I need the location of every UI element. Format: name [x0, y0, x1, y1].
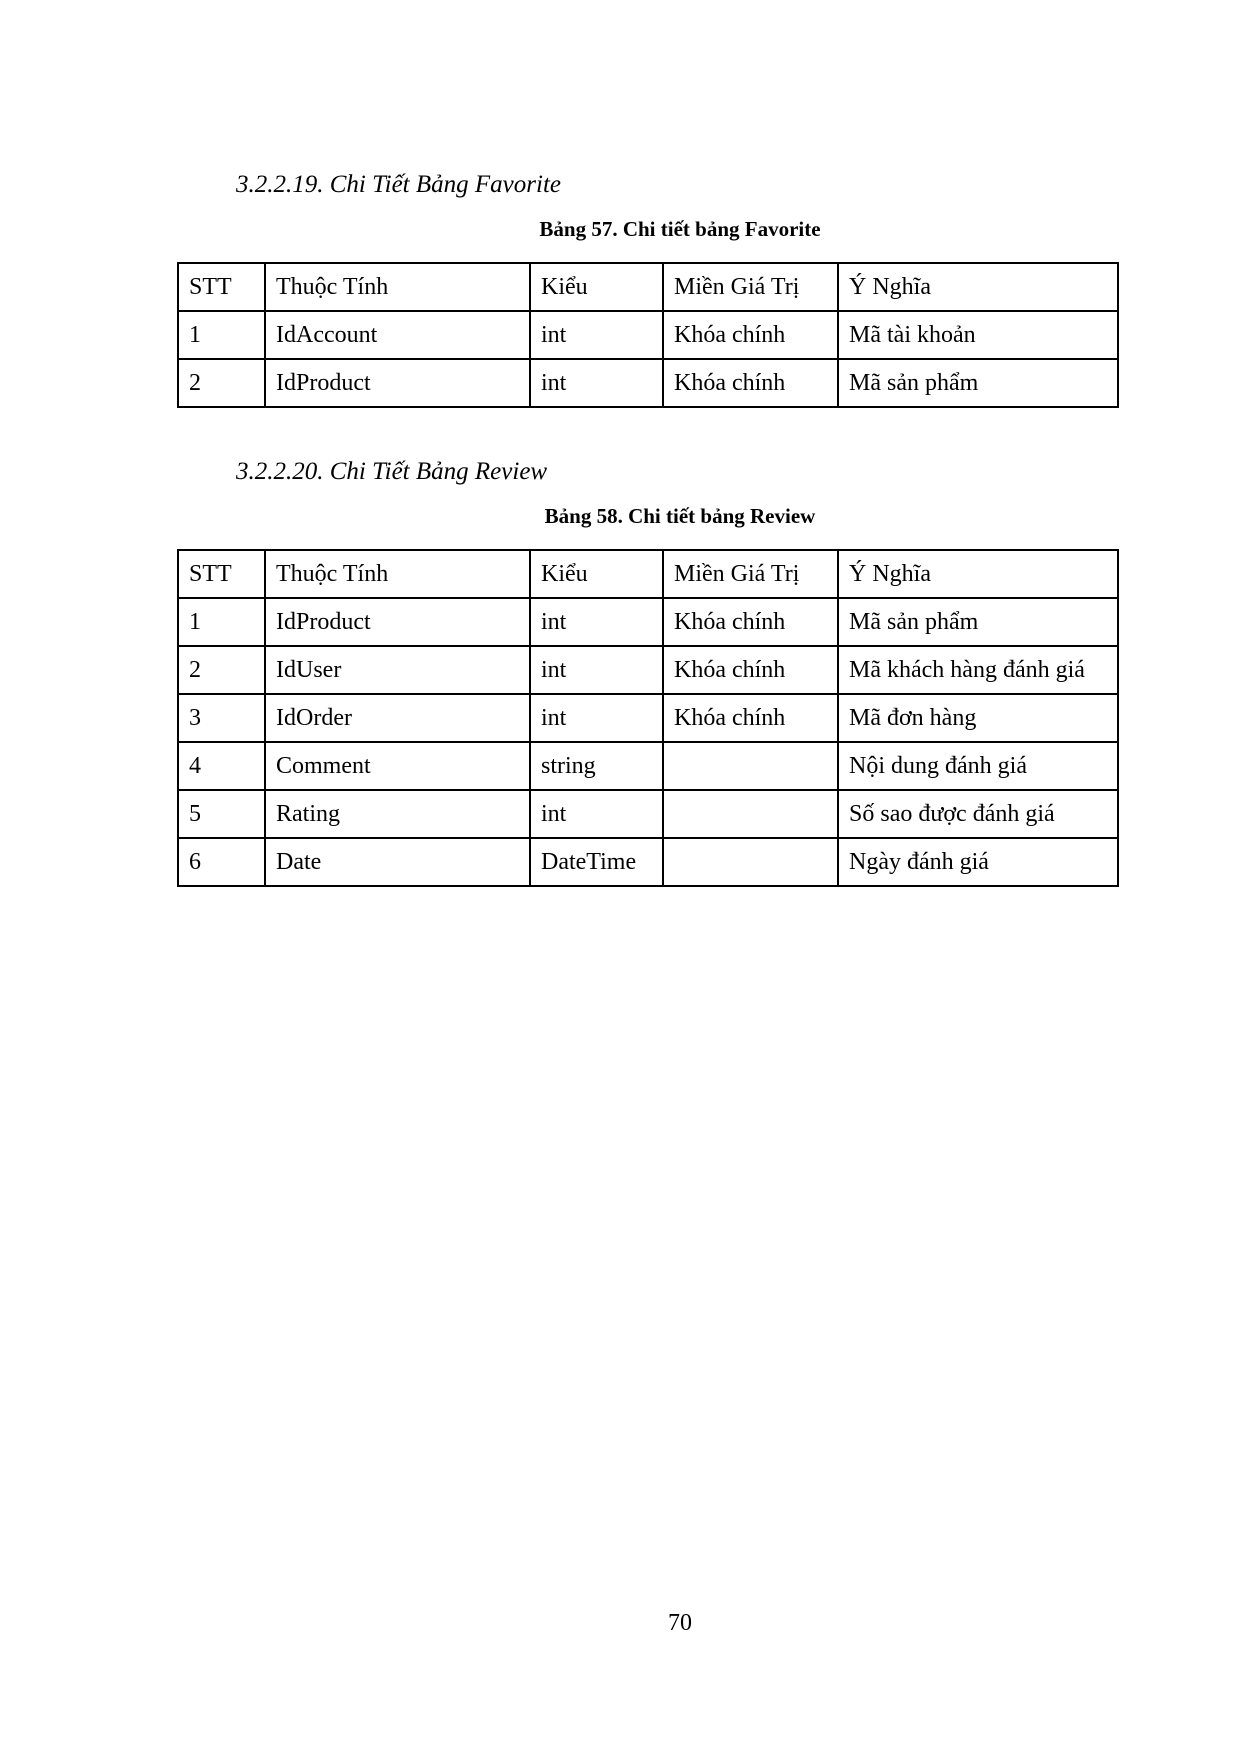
table-cell: Khóa chính: [663, 598, 838, 646]
table-cell: Rating: [265, 790, 530, 838]
table-cell: int: [530, 359, 663, 407]
header-cell-type: Kiểu: [530, 550, 663, 598]
favorite-table: [177, 262, 1119, 408]
table-cell: int: [530, 694, 663, 742]
header-cell-meaning: Ý Nghĩa: [838, 263, 1118, 311]
header-cell-attribute: Thuộc Tính: [265, 550, 530, 598]
table-cell: Date: [265, 838, 530, 886]
table-cell: 5: [178, 790, 265, 838]
table-cell: int: [530, 598, 663, 646]
table-row: [178, 646, 1118, 694]
table-row: [178, 359, 1118, 407]
table-cell: IdProduct: [265, 359, 530, 407]
table-cell: 2: [178, 646, 265, 694]
table-cell: IdUser: [265, 646, 530, 694]
section-heading-favorite: 3.2.2.19. Chi Tiết Bảng Favorite: [236, 171, 561, 198]
review-table: [177, 549, 1119, 887]
table-cell: Khóa chính: [663, 359, 838, 407]
table-cell: 4: [178, 742, 265, 790]
table-cell: Mã sản phẩm: [838, 359, 1118, 407]
table-row: [178, 838, 1118, 886]
table-row: [178, 598, 1118, 646]
page-number: 70: [668, 1610, 692, 1636]
header-cell-meaning: Ý Nghĩa: [838, 550, 1118, 598]
table-cell: Mã tài khoản: [838, 311, 1118, 359]
table-cell: 1: [178, 598, 265, 646]
table-cell: int: [530, 311, 663, 359]
table-cell: [663, 838, 838, 886]
table-cell: int: [530, 646, 663, 694]
table-cell: Nội dung đánh giá: [838, 742, 1118, 790]
table-cell: Mã khách hàng đánh giá: [838, 646, 1118, 694]
table-cell: IdOrder: [265, 694, 530, 742]
table-caption-review: Bảng 58. Chi tiết bảng Review: [544, 504, 816, 528]
table-cell: [663, 790, 838, 838]
header-cell-stt: STT: [178, 550, 265, 598]
table-cell: string: [530, 742, 663, 790]
table-cell: Comment: [265, 742, 530, 790]
table-cell: IdProduct: [265, 598, 530, 646]
table-row: [178, 742, 1118, 790]
table-cell: Khóa chính: [663, 646, 838, 694]
table-cell: IdAccount: [265, 311, 530, 359]
table-row: [178, 790, 1118, 838]
header-cell-domain: Miền Giá Trị: [663, 550, 838, 598]
table-cell: Ngày đánh giá: [838, 838, 1118, 886]
header-cell-domain: Miền Giá Trị: [663, 263, 838, 311]
header-cell-type: Kiểu: [530, 263, 663, 311]
table-cell: int: [530, 790, 663, 838]
header-cell-stt: STT: [178, 263, 265, 311]
table-cell: Khóa chính: [663, 694, 838, 742]
table-row: [178, 694, 1118, 742]
section-heading-review: 3.2.2.20. Chi Tiết Bảng Review: [236, 458, 548, 485]
table-cell: [663, 742, 838, 790]
table-cell: Mã sản phẩm: [838, 598, 1118, 646]
table-cell: Số sao được đánh giá: [838, 790, 1118, 838]
table-row: [178, 311, 1118, 359]
table-cell: Mã đơn hàng: [838, 694, 1118, 742]
table-header-row: [178, 263, 1118, 311]
table-cell: Khóa chính: [663, 311, 838, 359]
table-header-row: [178, 550, 1118, 598]
table-caption-favorite: Bảng 57. Chi tiết bảng Favorite: [539, 217, 821, 241]
table-cell: 3: [178, 694, 265, 742]
header-cell-attribute: Thuộc Tính: [265, 263, 530, 311]
table-cell: 1: [178, 311, 265, 359]
table-cell: 2: [178, 359, 265, 407]
table-cell: 6: [178, 838, 265, 886]
table-cell: DateTime: [530, 838, 663, 886]
